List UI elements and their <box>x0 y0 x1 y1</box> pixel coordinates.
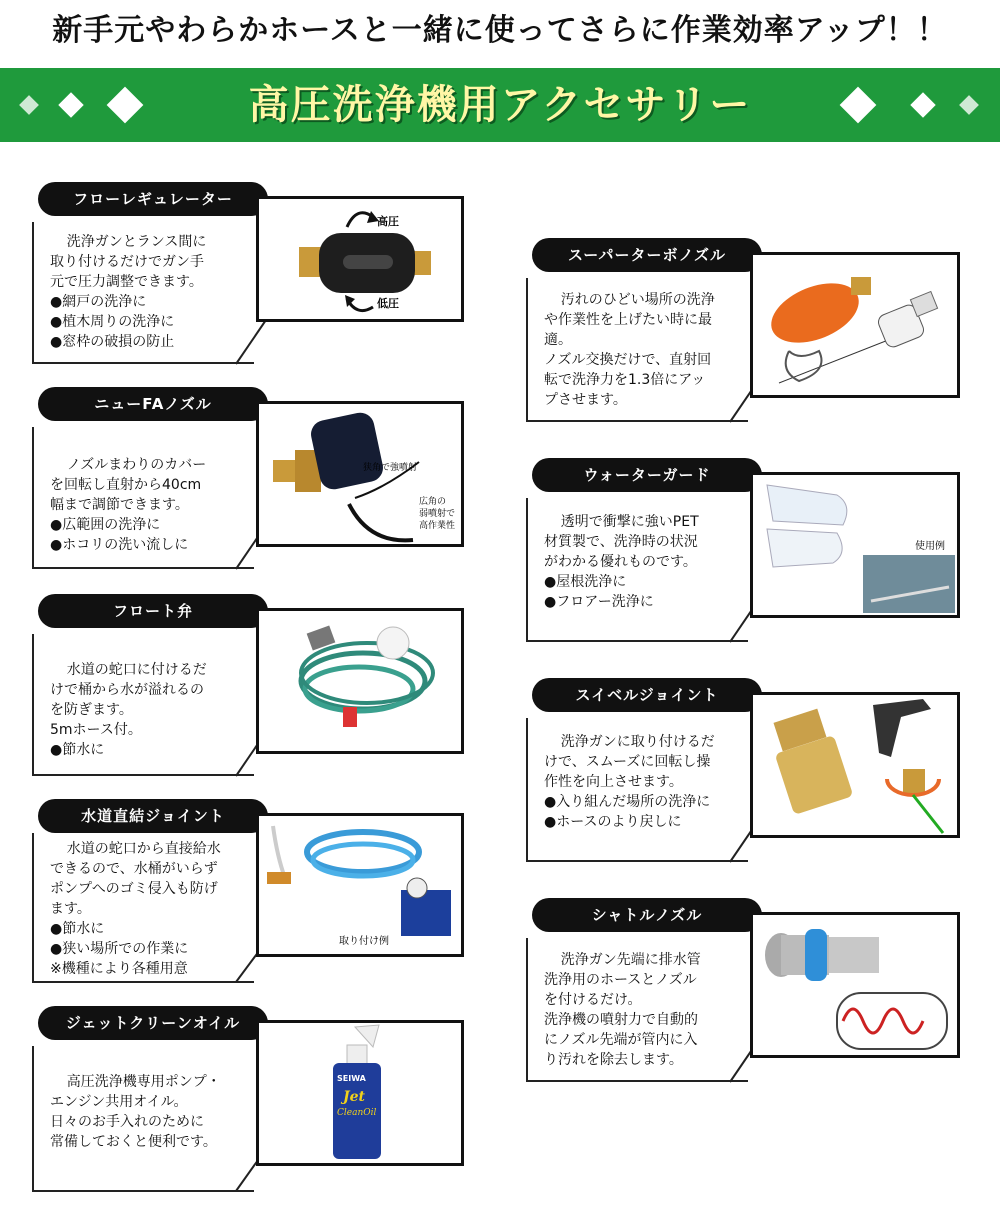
product-title: ジェットクリーンオイル <box>38 1006 268 1040</box>
svg-text:使用例: 使用例 <box>915 541 945 552</box>
description-text: 洗浄ガン先端に排水管 洗浄用のホースとノズル を付けるだけ。 洗浄機の噴射力で自動的 にノズル先端が管内に入 り汚れを除去します。 <box>544 952 701 1068</box>
product-title: シャトルノズル <box>532 898 762 932</box>
description-text: 洗浄ガンとランス間に 取り付けるだけでガン手 元で圧力調整できます。 ●網戸の洗浄に ●植木周りの洗浄に ●窓枠の破損の防止 <box>50 234 207 350</box>
connector-line <box>232 315 272 367</box>
svg-text:CleanOil: CleanOil <box>337 1108 377 1118</box>
turbo-nozzle-image <box>753 255 957 395</box>
svg-text:弱噴射で: 弱噴射で <box>419 509 456 519</box>
product-photo <box>256 196 464 322</box>
description-box <box>32 634 254 776</box>
product-card-water-joint <box>0 797 470 992</box>
description-text: 透明で衝撃に強いPET 材質製で、洗浄時の状況 がわかる優れものです。 ●屋根洗浄に ●フロアー洗浄に <box>544 514 699 610</box>
category-banner <box>0 68 1000 142</box>
product-card-fa-nozzle <box>0 385 470 575</box>
product-photo <box>256 813 464 957</box>
description-text: 汚れのひどい場所の洗浄 や作業性を上げたい時に最 適。 ノズル交換だけで、直射回 転で洗浄力を1.3倍にアッ プさせます。 <box>544 292 715 408</box>
product-card-water-guard <box>520 458 1000 648</box>
fa-nozzle-image <box>259 404 461 544</box>
product-photo <box>750 912 960 1058</box>
description-box <box>32 427 254 569</box>
description-text: 水道の蛇口に付けるだ けで桶から水が溢れるの を防ぎます。 5mホース付。 ●節水に <box>50 662 207 758</box>
product-card-swivel-joint <box>520 678 1000 868</box>
description-box <box>526 938 748 1082</box>
product-photo <box>256 1020 464 1166</box>
svg-text:高圧: 高圧 <box>377 215 399 228</box>
product-card-float-valve <box>0 592 470 782</box>
product-title: フローレギュレーター <box>38 182 268 216</box>
float-valve-image <box>259 611 461 751</box>
water-joint-image <box>259 816 461 954</box>
product-card-super-turbo-nozzle <box>520 238 1000 428</box>
svg-text:取り付け例: 取り付け例 <box>339 936 389 947</box>
product-card-shuttle-nozzle <box>520 898 1000 1088</box>
product-title: ニューFAノズル <box>38 387 268 421</box>
product-photo <box>750 692 960 838</box>
shuttle-nozzle-image <box>753 915 957 1055</box>
flow-regulator-image <box>259 199 461 319</box>
svg-text:SEIWA: SEIWA <box>337 1074 366 1083</box>
svg-text:広角の: 広角の <box>419 497 447 507</box>
water-guard-image <box>753 475 957 615</box>
svg-text:低圧: 低圧 <box>377 297 399 310</box>
oil-bottle-image <box>259 1023 461 1163</box>
swivel-joint-image <box>753 695 957 835</box>
product-title: スイベルジョイント <box>532 678 762 712</box>
description-text: 洗浄ガンに取り付けるだ けで、スムーズに回転し操 作性を向上させます。 ●入り組んだ場所の洗浄に ●ホースのより戻しに <box>544 734 715 830</box>
description-box <box>526 718 748 862</box>
svg-text:高作業性: 高作業性 <box>419 521 456 531</box>
description-box <box>32 1046 254 1192</box>
product-photo <box>750 252 960 398</box>
description-text: 高圧洗浄機専用ポンプ・ エンジン共用オイル。 日々のお手入れのために 常備しておくと便利です。 <box>50 1074 221 1150</box>
product-card-flow-regulator <box>0 180 470 370</box>
product-photo <box>750 472 960 618</box>
description-box <box>32 222 254 364</box>
description-text: ノズルまわりのカバー を回転し直射から40cm 幅まで調節できます。 ●広範囲の洗浄に ●ホコリの洗い流しに <box>50 457 207 553</box>
svg-text:Jet: Jet <box>343 1089 365 1105</box>
svg-text:狭角で強噴射: 狭角で強噴射 <box>363 463 418 473</box>
product-photo <box>256 401 464 547</box>
page-headline: 新手元やわらかホースと一緒に使ってさらに作業効率アップ！！ <box>52 13 948 48</box>
description-text: 水道の蛇口から直接給水 できるので、水桶がいらず ポンプへのゴミ侵入も防げ ます。 ●節水に ●狭い場所での作業に ※機種により各種用意 <box>50 841 221 977</box>
product-title: ウォーターガード <box>532 458 762 492</box>
banner-title: 高圧洗浄機用アクセサリー <box>248 82 752 128</box>
product-card-jet-clean-oil <box>0 1004 470 1204</box>
product-title: 水道直結ジョイント <box>38 799 268 833</box>
product-photo <box>256 608 464 754</box>
description-box <box>526 278 748 422</box>
description-box <box>526 498 748 642</box>
product-title: スーパーターボノズル <box>532 238 762 272</box>
product-title: フロート弁 <box>38 594 268 628</box>
description-box <box>32 833 254 983</box>
